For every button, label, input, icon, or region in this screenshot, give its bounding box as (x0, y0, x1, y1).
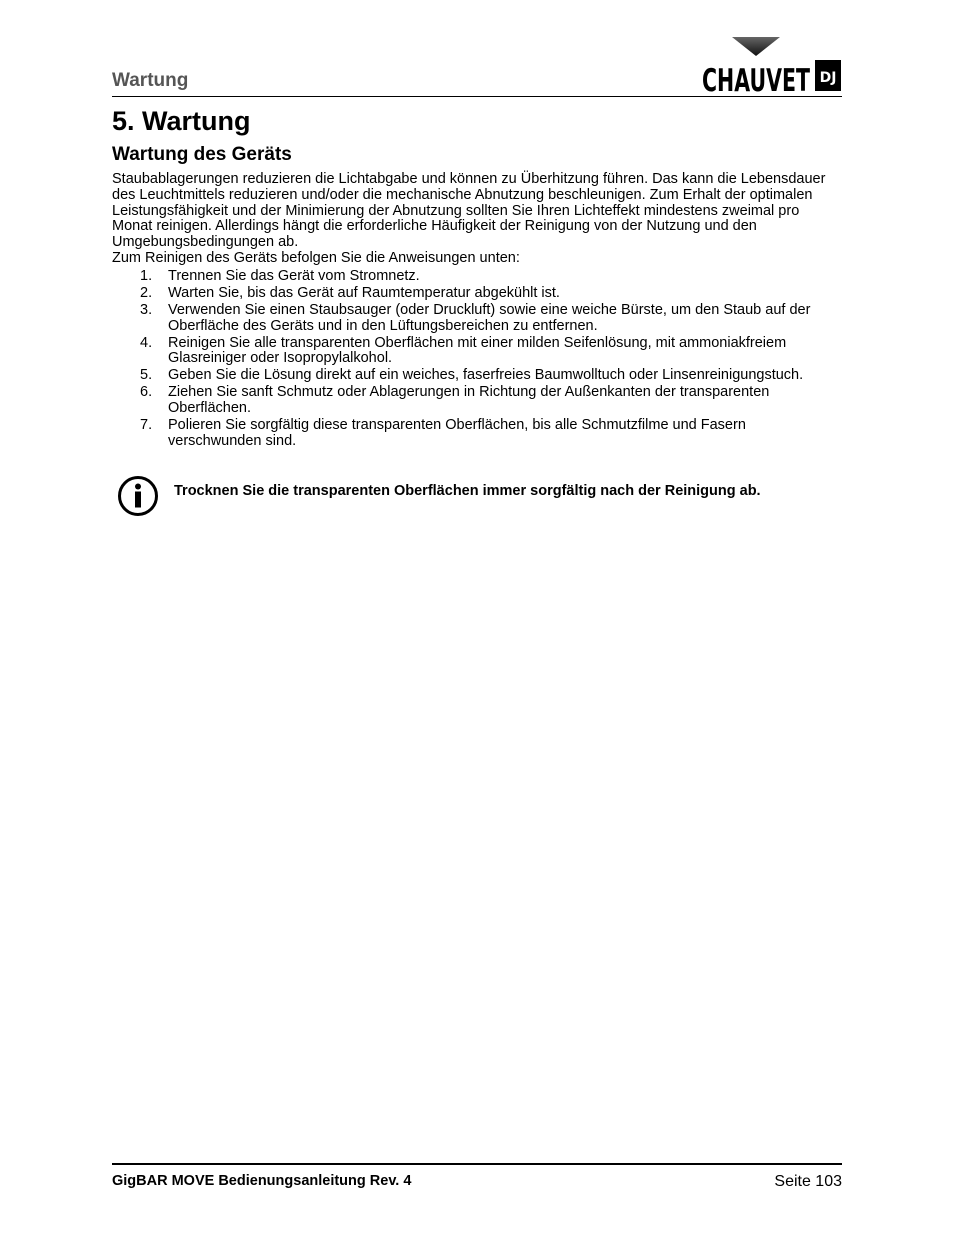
chapter-title: 5. Wartung (112, 106, 251, 136)
step-number: 3. (140, 301, 153, 318)
step-text: Verwenden Sie einen Staubsauger (oder Druckluft) sowie eine weiche Bürste, um den Staub auf der Oberfläche des Geräts und in den Lüftungsbereichen zu entfernen. (168, 301, 811, 334)
note-text: Trocknen Sie die transparenten Oberflächen immer sorgfältig nach der Reinigung ab. (174, 483, 761, 499)
chauvet-dj-logo (700, 34, 844, 94)
svg-text:DJ: DJ (819, 70, 837, 86)
list-item (112, 368, 842, 384)
list-item (112, 286, 842, 302)
intro-paragraph: Staubablagerungen reduzieren die Lichtabgabe und können zu Überhitzung führen. Das kann die Lebensdauer des Leuchtmittels reduzieren und/oder die mechanische Abnutzung beschleunigen. Zum Erhalt der optimalen Leistungsfähigkeit und der Minimierung der Abnutzung sollten Sie Ihren Lichteffekt mindestens zweimal pro Monat reinigen. Allerdings hängt die erforderliche Häufigkeit der Reinigung von der Nutzung und den Umgebungsbedingungen ab. (112, 171, 826, 251)
step-text: Warten Sie, bis das Gerät auf Raumtemperatur abgekühlt ist. (168, 284, 560, 301)
list-item (112, 303, 842, 335)
step-number: 2. (140, 284, 153, 301)
step-text: Polieren Sie sorgfältig diese transparenten Oberflächen, bis alle Schmutzfilme und Fasern verschwunden sind. (168, 417, 746, 449)
footer-page-number: Seite 103 (774, 1173, 842, 1190)
header-rule (112, 96, 842, 97)
step-text: Geben Sie die Lösung direkt auf ein weiches, faserfreies Baumwolltuch oder Linsenreinigungstuch. (168, 367, 804, 384)
step-text: Trennen Sie das Gerät vom Stromnetz. (168, 267, 420, 284)
list-item (112, 418, 842, 450)
header-section-label: Wartung (112, 70, 189, 91)
footer-manual-title: GigBAR MOVE Bedienungsanleitung Rev. 4 (112, 1173, 412, 1189)
step-number: 1. (140, 267, 153, 284)
info-note (116, 474, 846, 516)
step-number: 4. (140, 334, 153, 351)
section-title: Wartung des Geräts (112, 144, 292, 165)
content-body (112, 172, 842, 451)
svg-text:CHAUVET: CHAUVET (702, 63, 810, 94)
step-text: Ziehen Sie sanft Schmutz oder Ablagerungen in Richtung der Außenkanten der transparenten Oberflächen. (168, 384, 770, 417)
step-number: 6. (140, 384, 153, 401)
instructions-intro: Zum Reinigen des Geräts befolgen Sie die Anweisungen unten: (112, 249, 520, 266)
footer-rule (112, 1163, 842, 1165)
list-item (112, 269, 842, 285)
step-number: 5. (140, 367, 153, 384)
list-item (112, 385, 842, 417)
info-icon (116, 474, 160, 518)
list-item (112, 336, 842, 368)
steps-list (112, 269, 842, 450)
step-number: 7. (140, 417, 153, 434)
step-text: Reinigen Sie alle transparenten Oberflächen mit einer milden Seifenlösung, mit ammoniakfreiem Glasreiniger oder Isopropylalkohol. (168, 334, 787, 367)
